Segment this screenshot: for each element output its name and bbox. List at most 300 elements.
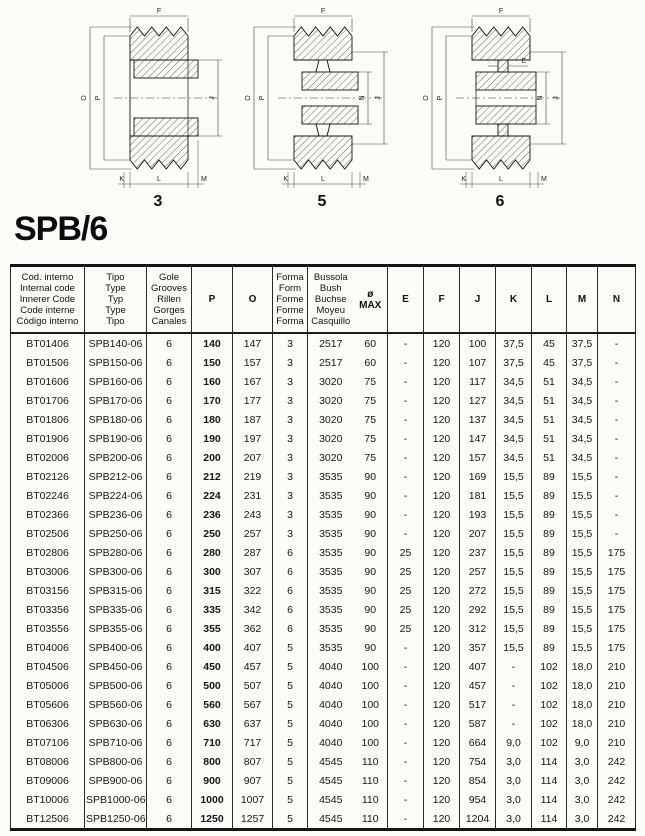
- cell-j: 1204: [460, 809, 496, 830]
- cell-j: 312: [460, 619, 496, 638]
- cell-o: 1007: [233, 790, 273, 809]
- dim-label-k: K: [283, 176, 288, 183]
- cell-p: 190: [192, 429, 233, 448]
- cell-o: 362: [233, 619, 273, 638]
- cell-code: BT04006: [11, 638, 85, 657]
- dim-label-m: M: [363, 176, 369, 183]
- cell-j: 664: [460, 733, 496, 752]
- cell-bush: 3535: [308, 581, 354, 600]
- cell-bush: 4040: [308, 657, 354, 676]
- cell-type: SPB800-06: [85, 752, 147, 771]
- cell-l: 102: [532, 733, 567, 752]
- cell-k: 34,5: [496, 391, 532, 410]
- cell-grooves: 6: [147, 790, 192, 809]
- cell-form: 5: [273, 657, 308, 676]
- cell-m: 18,0: [567, 695, 598, 714]
- cell-l: 51: [532, 391, 567, 410]
- cell-diam-max: 90: [354, 505, 388, 524]
- table-row: [11, 790, 636, 809]
- cell-type: SPB500-06: [85, 676, 147, 695]
- cell-grooves: 6: [147, 543, 192, 562]
- table-row: [11, 429, 636, 448]
- cell-grooves: 6: [147, 600, 192, 619]
- cell-f: 120: [424, 486, 460, 505]
- cell-form: 3: [273, 410, 308, 429]
- cell-n: 175: [598, 600, 636, 619]
- cell-p: 160: [192, 372, 233, 391]
- cell-code: BT02126: [11, 467, 85, 486]
- cell-k: -: [496, 714, 532, 733]
- cell-diam-max: 90: [354, 600, 388, 619]
- col-header-grooves: Gole Grooves Rillen Gorges Canales: [147, 266, 192, 334]
- cell-n: 210: [598, 714, 636, 733]
- cell-e: -: [388, 733, 424, 752]
- cell-p: 355: [192, 619, 233, 638]
- cell-o: 147: [233, 333, 273, 353]
- cell-n: 210: [598, 695, 636, 714]
- cell-code: BT09006: [11, 771, 85, 790]
- cell-code: BT12506: [11, 809, 85, 830]
- dim-label-f: F: [498, 8, 504, 15]
- cell-e: -: [388, 353, 424, 372]
- dim-label-m: M: [201, 176, 207, 183]
- cell-j: 137: [460, 410, 496, 429]
- cell-o: 231: [233, 486, 273, 505]
- cell-bush: 3535: [308, 486, 354, 505]
- cell-f: 120: [424, 790, 460, 809]
- cell-code: BT02366: [11, 505, 85, 524]
- cell-j: 954: [460, 790, 496, 809]
- cell-e: -: [388, 505, 424, 524]
- cell-j: 407: [460, 657, 496, 676]
- cell-o: 1257: [233, 809, 273, 830]
- cell-l: 114: [532, 809, 567, 830]
- cell-m: 18,0: [567, 714, 598, 733]
- cell-l: 51: [532, 429, 567, 448]
- dim-label-e: E: [521, 58, 527, 65]
- cell-f: 120: [424, 619, 460, 638]
- cell-m: 15,5: [567, 524, 598, 543]
- cell-form: 5: [273, 676, 308, 695]
- cell-f: 120: [424, 333, 460, 353]
- dim-label-l: L: [321, 176, 325, 183]
- cell-o: 287: [233, 543, 273, 562]
- cell-n: 175: [598, 581, 636, 600]
- cell-n: -: [598, 429, 636, 448]
- table-row: [11, 353, 636, 372]
- cell-o: 567: [233, 695, 273, 714]
- cell-e: -: [388, 372, 424, 391]
- cell-form: 5: [273, 733, 308, 752]
- cell-grooves: 6: [147, 372, 192, 391]
- cell-n: -: [598, 505, 636, 524]
- table-row: [11, 809, 636, 830]
- cell-diam-max: 100: [354, 714, 388, 733]
- cell-diam-max: 90: [354, 467, 388, 486]
- cell-type: SPB140-06: [85, 333, 147, 353]
- cell-f: 120: [424, 809, 460, 830]
- cell-f: 120: [424, 448, 460, 467]
- cell-o: 322: [233, 581, 273, 600]
- cell-p: 710: [192, 733, 233, 752]
- cell-f: 120: [424, 676, 460, 695]
- cell-diam-max: 110: [354, 790, 388, 809]
- spec-table: [10, 264, 636, 831]
- cell-bush: 4040: [308, 676, 354, 695]
- cell-o: 157: [233, 353, 273, 372]
- dim-label-k: K: [119, 176, 124, 183]
- cell-m: 34,5: [567, 448, 598, 467]
- cell-k: -: [496, 695, 532, 714]
- cell-code: BT03006: [11, 562, 85, 581]
- cell-j: 517: [460, 695, 496, 714]
- cell-bush: 3535: [308, 505, 354, 524]
- cell-code: BT01606: [11, 372, 85, 391]
- cell-code: BT02806: [11, 543, 85, 562]
- table-row: [11, 391, 636, 410]
- cell-m: 15,5: [567, 619, 598, 638]
- table-row: [11, 657, 636, 676]
- table-row: [11, 333, 636, 353]
- cell-bush: 4040: [308, 714, 354, 733]
- table-row: [11, 372, 636, 391]
- cell-k: 3,0: [496, 809, 532, 830]
- cell-bush: 4545: [308, 771, 354, 790]
- table-row: [11, 676, 636, 695]
- cell-p: 500: [192, 676, 233, 695]
- cell-n: -: [598, 391, 636, 410]
- cell-o: 457: [233, 657, 273, 676]
- cell-code: BT01506: [11, 353, 85, 372]
- cell-o: 177: [233, 391, 273, 410]
- dim-label-p: P: [437, 95, 444, 101]
- cell-n: -: [598, 333, 636, 353]
- col-header-code: Cod. interno Internal code Innerer Code Code interne Còdigo interno: [11, 266, 85, 334]
- cell-k: 9,0: [496, 733, 532, 752]
- col-header-n: N: [598, 266, 636, 334]
- cell-form: 6: [273, 619, 308, 638]
- cell-e: -: [388, 486, 424, 505]
- cell-l: 89: [532, 600, 567, 619]
- cell-diam-max: 75: [354, 391, 388, 410]
- cell-f: 120: [424, 372, 460, 391]
- cell-m: 34,5: [567, 372, 598, 391]
- col-header-m: M: [567, 266, 598, 334]
- cell-n: -: [598, 467, 636, 486]
- col-header-form: Forma Form Forme Forme Forma: [273, 266, 308, 334]
- cell-l: 51: [532, 410, 567, 429]
- col-header-bush: Bussola Bush Buchse Moyeu Casquillo: [308, 266, 354, 334]
- dim-label-m: M: [541, 176, 547, 183]
- cell-m: 15,5: [567, 543, 598, 562]
- cell-grooves: 6: [147, 695, 192, 714]
- col-header-k: K: [496, 266, 532, 334]
- cell-grooves: 6: [147, 410, 192, 429]
- cell-f: 120: [424, 600, 460, 619]
- cell-e: -: [388, 790, 424, 809]
- cell-j: 207: [460, 524, 496, 543]
- cell-f: 120: [424, 657, 460, 676]
- pulley-section-form-5: [232, 2, 412, 211]
- cell-grooves: 6: [147, 333, 192, 353]
- dim-label-p: P: [259, 95, 266, 101]
- cell-e: -: [388, 391, 424, 410]
- cell-form: 5: [273, 752, 308, 771]
- cell-p: 1000: [192, 790, 233, 809]
- cell-f: 120: [424, 505, 460, 524]
- cell-n: 175: [598, 638, 636, 657]
- cell-k: 15,5: [496, 619, 532, 638]
- cell-diam-max: 110: [354, 809, 388, 830]
- table-body: [11, 333, 636, 830]
- pulley-drawing-form-6: [410, 2, 590, 192]
- table-row: [11, 410, 636, 429]
- cell-j: 754: [460, 752, 496, 771]
- page-title: SPB/6: [14, 210, 108, 248]
- cell-form: 5: [273, 695, 308, 714]
- cell-m: 18,0: [567, 657, 598, 676]
- cell-form: 3: [273, 429, 308, 448]
- cell-p: 224: [192, 486, 233, 505]
- cell-grooves: 6: [147, 771, 192, 790]
- cell-type: SPB710-06: [85, 733, 147, 752]
- cell-m: 15,5: [567, 638, 598, 657]
- cell-e: -: [388, 333, 424, 353]
- cell-type: SPB190-06: [85, 429, 147, 448]
- cell-grooves: 6: [147, 638, 192, 657]
- cell-code: BT02006: [11, 448, 85, 467]
- cell-code: BT08006: [11, 752, 85, 771]
- cell-e: 25: [388, 562, 424, 581]
- cell-bush: 3020: [308, 391, 354, 410]
- cell-o: 187: [233, 410, 273, 429]
- cell-k: 34,5: [496, 429, 532, 448]
- cell-code: BT10006: [11, 790, 85, 809]
- cell-code: BT01906: [11, 429, 85, 448]
- cell-diam-max: 100: [354, 733, 388, 752]
- cell-l: 51: [532, 372, 567, 391]
- cell-type: SPB280-06: [85, 543, 147, 562]
- cell-diam-max: 75: [354, 372, 388, 391]
- dim-label-j: J: [553, 96, 560, 100]
- cell-diam-max: 75: [354, 448, 388, 467]
- cell-j: 587: [460, 714, 496, 733]
- cell-bush: 3535: [308, 600, 354, 619]
- cell-l: 89: [532, 638, 567, 657]
- cell-grooves: 6: [147, 676, 192, 695]
- cell-form: 3: [273, 391, 308, 410]
- cell-l: 89: [532, 486, 567, 505]
- cell-o: 637: [233, 714, 273, 733]
- cell-p: 236: [192, 505, 233, 524]
- cell-type: SPB180-06: [85, 410, 147, 429]
- header-row: [11, 266, 636, 334]
- cell-diam-max: 90: [354, 543, 388, 562]
- cell-f: 120: [424, 391, 460, 410]
- cell-e: 25: [388, 600, 424, 619]
- cell-n: -: [598, 486, 636, 505]
- cell-j: 181: [460, 486, 496, 505]
- cell-e: -: [388, 429, 424, 448]
- cell-j: 854: [460, 771, 496, 790]
- cell-diam-max: 110: [354, 771, 388, 790]
- cell-type: SPB160-06: [85, 372, 147, 391]
- dim-label-k: K: [461, 176, 466, 183]
- table-row: [11, 638, 636, 657]
- cell-n: 242: [598, 809, 636, 830]
- cell-l: 114: [532, 752, 567, 771]
- cell-o: 197: [233, 429, 273, 448]
- cell-grooves: 6: [147, 752, 192, 771]
- cell-type: SPB400-06: [85, 638, 147, 657]
- cell-p: 280: [192, 543, 233, 562]
- cell-n: -: [598, 524, 636, 543]
- dim-label-o: O: [423, 95, 430, 101]
- cell-p: 1250: [192, 809, 233, 830]
- cell-l: 102: [532, 714, 567, 733]
- col-header-o: O: [233, 266, 273, 334]
- cell-code: BT06306: [11, 714, 85, 733]
- cell-type: SPB1000-06: [85, 790, 147, 809]
- cell-k: 15,5: [496, 467, 532, 486]
- cell-e: -: [388, 695, 424, 714]
- cell-m: 9,0: [567, 733, 598, 752]
- cell-j: 147: [460, 429, 496, 448]
- cell-diam-max: 90: [354, 524, 388, 543]
- cell-diam-max: 100: [354, 657, 388, 676]
- cell-e: -: [388, 524, 424, 543]
- cell-o: 717: [233, 733, 273, 752]
- cell-m: 18,0: [567, 676, 598, 695]
- cell-form: 3: [273, 353, 308, 372]
- cell-type: SPB1250-06: [85, 809, 147, 830]
- cell-diam-max: 90: [354, 619, 388, 638]
- cell-k: 37,5: [496, 353, 532, 372]
- cell-f: 120: [424, 581, 460, 600]
- cell-grooves: 6: [147, 657, 192, 676]
- cell-f: 120: [424, 524, 460, 543]
- cell-p: 335: [192, 600, 233, 619]
- table-row: [11, 562, 636, 581]
- cell-e: -: [388, 771, 424, 790]
- cell-grooves: 6: [147, 448, 192, 467]
- cell-form: 6: [273, 600, 308, 619]
- diagram-number-6: 6: [495, 193, 505, 210]
- cell-m: 34,5: [567, 410, 598, 429]
- cell-f: 120: [424, 353, 460, 372]
- cell-diam-max: 75: [354, 410, 388, 429]
- table-row: [11, 581, 636, 600]
- cell-code: BT05006: [11, 676, 85, 695]
- cell-type: SPB300-06: [85, 562, 147, 581]
- cell-k: 15,5: [496, 600, 532, 619]
- cell-grooves: 6: [147, 619, 192, 638]
- cell-f: 120: [424, 771, 460, 790]
- cell-k: 15,5: [496, 524, 532, 543]
- cell-grooves: 6: [147, 353, 192, 372]
- cell-p: 450: [192, 657, 233, 676]
- cell-p: 170: [192, 391, 233, 410]
- cell-k: 15,5: [496, 505, 532, 524]
- cell-n: -: [598, 353, 636, 372]
- cell-e: -: [388, 448, 424, 467]
- cell-type: SPB150-06: [85, 353, 147, 372]
- cell-j: 157: [460, 448, 496, 467]
- cell-m: 37,5: [567, 353, 598, 372]
- cell-e: -: [388, 638, 424, 657]
- pulley-drawing-form-3: [68, 2, 248, 192]
- cell-e: -: [388, 809, 424, 830]
- cell-p: 150: [192, 353, 233, 372]
- cell-code: BT02506: [11, 524, 85, 543]
- cell-type: SPB355-06: [85, 619, 147, 638]
- cell-n: -: [598, 372, 636, 391]
- cell-k: 34,5: [496, 372, 532, 391]
- cell-p: 212: [192, 467, 233, 486]
- cell-p: 315: [192, 581, 233, 600]
- col-header-l: L: [532, 266, 567, 334]
- cell-n: 175: [598, 619, 636, 638]
- cell-j: 292: [460, 600, 496, 619]
- cell-l: 89: [532, 524, 567, 543]
- cell-l: 89: [532, 581, 567, 600]
- cell-f: 120: [424, 714, 460, 733]
- cell-k: 15,5: [496, 543, 532, 562]
- cell-m: 37,5: [567, 333, 598, 353]
- cell-l: 102: [532, 657, 567, 676]
- cell-code: BT01706: [11, 391, 85, 410]
- cell-diam-max: 100: [354, 676, 388, 695]
- cell-code: BT05606: [11, 695, 85, 714]
- dim-label-o: O: [245, 95, 252, 101]
- cell-bush: 3535: [308, 619, 354, 638]
- cell-type: SPB335-06: [85, 600, 147, 619]
- cell-bush: 3020: [308, 448, 354, 467]
- cell-p: 200: [192, 448, 233, 467]
- cell-k: 15,5: [496, 562, 532, 581]
- cell-l: 89: [532, 619, 567, 638]
- table-row: [11, 752, 636, 771]
- cell-k: -: [496, 657, 532, 676]
- cell-j: 357: [460, 638, 496, 657]
- cell-j: 457: [460, 676, 496, 695]
- cell-f: 120: [424, 562, 460, 581]
- cell-grooves: 6: [147, 562, 192, 581]
- cell-n: 175: [598, 562, 636, 581]
- diagram-number-3: 3: [153, 193, 163, 210]
- cell-code: BT01406: [11, 333, 85, 353]
- cell-diam-max: 75: [354, 429, 388, 448]
- cell-form: 3: [273, 333, 308, 353]
- cell-n: 175: [598, 543, 636, 562]
- table-row: [11, 733, 636, 752]
- cell-l: 89: [532, 562, 567, 581]
- cell-form: 5: [273, 790, 308, 809]
- cell-bush: 3020: [308, 429, 354, 448]
- cell-p: 300: [192, 562, 233, 581]
- cell-m: 3,0: [567, 771, 598, 790]
- cell-l: 114: [532, 771, 567, 790]
- cell-j: 272: [460, 581, 496, 600]
- cell-diam-max: 60: [354, 353, 388, 372]
- cell-type: SPB630-06: [85, 714, 147, 733]
- cell-diam-max: 60: [354, 333, 388, 353]
- table-row: [11, 543, 636, 562]
- cell-bush: 3535: [308, 562, 354, 581]
- cell-form: 6: [273, 562, 308, 581]
- table-row: [11, 505, 636, 524]
- dim-label-f: F: [320, 8, 326, 15]
